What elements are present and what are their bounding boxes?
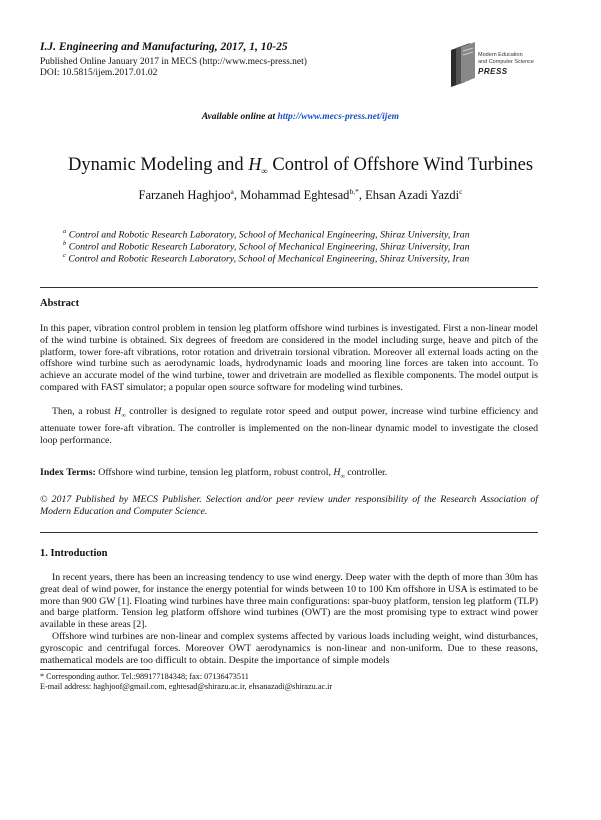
footnote-corresponding: * Corresponding author. Tel.:989177184348; fax: 07136473511	[40, 672, 249, 681]
h-infinity-symbol	[248, 154, 267, 174]
divider	[40, 287, 538, 288]
h-symbol: H	[114, 406, 122, 417]
affiliation-text: Control and Robotic Research Laboratory, School of Mechanical Engineering, Shiraz University, Iran	[68, 241, 470, 253]
index-terms	[40, 467, 538, 484]
infinity-subscript: ∞	[261, 166, 268, 176]
available-prefix: Available online at	[201, 112, 278, 122]
h-symbol: H	[248, 154, 262, 174]
affiliation-sup: a	[63, 228, 67, 235]
author-sup: a	[230, 187, 234, 196]
author-list: Farzaneh Haghjoo$^a$, Mohammad Eghtesad$^{b,*}$, Ehsan Azadi Yazdi$^c$	[138, 187, 463, 203]
paper-title	[0, 154, 601, 176]
intro-paragraph-1: In recent years, there has been an increasing tendency to use wind energy. Deep water with the depth of more than 30m has great deal of wind power, for instance the energy potential for winds between 10 to 100 Km offshore in USA is estimated to be more than 900 GW [1]. Floating wind turbines have three main configurations: spar-buoy platform, tension leg platform (TLP) and barge platform. Tension leg platform offshore wind turbines (OWT) are the most promising type to extract wind power available in these areas [2].	[40, 572, 538, 631]
introduction-heading: 1. Introduction	[40, 548, 108, 559]
intro-paragraph-2: Offshore wind turbines are non-linear and complex systems affected by various loads including weight, wind disturbances, gyroscopic and centrifugal forces. Moreover OWT aerodynamics is non-linear and non-uniform. Due to these reasons, mathematical models are too difficult to obtain. Despite the importance of simple models	[40, 631, 538, 666]
book-stack-icon	[448, 42, 478, 88]
abstract-heading: Abstract	[40, 298, 80, 309]
logo-press: PRESS	[478, 67, 508, 76]
available-online	[0, 112, 601, 122]
affiliation-sup: b	[63, 240, 67, 247]
author-name: Ehsan Azadi Yazdi	[365, 188, 460, 203]
infinity-subscript: ∞	[340, 473, 345, 480]
title-before: Dynamic Modeling and	[67, 155, 249, 175]
affiliation	[63, 240, 470, 252]
affiliation-sup: c	[63, 252, 66, 259]
copyright-notice: © 2017 Published by MECS Publisher. Selection and/or peer review under responsibility of the Research Association of Modern Education and Computer Science.	[40, 494, 538, 517]
logo-line-1: Modern Education	[478, 52, 523, 58]
author-name: Mohammad Eghtesad	[240, 188, 350, 203]
doi: DOI: 10.5815/ijem.2017.01.02	[40, 68, 158, 78]
author-sup: c	[459, 187, 463, 196]
publisher-logo	[448, 42, 558, 90]
journal-url-link[interactable]: http://www.mecs-press.net/ijem	[277, 112, 400, 122]
affiliation-text: Control and Robotic Research Laboratory, School of Mechanical Engineering, Shiraz University, Iran	[68, 253, 470, 265]
divider	[40, 532, 538, 533]
affiliation	[63, 228, 470, 240]
footnote-email: E-mail address: haghjoof@gmail.com, eghtesad@shirazu.ac.ir, ehsanazadi@shirazu.ac.ir	[40, 682, 333, 691]
journal-citation: I.J. Engineering and Manufacturing, 2017, 1, 10-25	[40, 41, 288, 53]
infinity-subscript: ∞	[121, 412, 126, 419]
logo-line-2: and Computer Science	[478, 58, 534, 65]
index-terms-after: controller.	[344, 467, 388, 478]
affiliation-text: Control and Robotic Research Laboratory, School of Mechanical Engineering, Shiraz University, Iran	[68, 229, 470, 241]
abstract-p2-before: Then, a robust	[52, 406, 115, 417]
footnote-rule	[40, 669, 150, 670]
abstract-paragraph-2	[40, 406, 538, 446]
abstract-p2-after: controller is designed to regulate rotor speed and output power, increase wind turbine efficiency and attenuate tower fore-aft vibration. The controller is implemented on the non-linear dynamic model to investigate the closed loop performance.	[40, 406, 538, 446]
h-infinity-symbol	[333, 467, 344, 478]
title-after: Control of Offshore Wind Turbines	[267, 155, 534, 175]
abstract-paragraph-1: In this paper, vibration control problem in tension leg platform offshore wind turbines is investigated. First a non-linear model of the wind turbine is obtained. Six degrees of freedom are considered in the model including surge, heave and pitch of the platform, tower fore-aft vibrations, rotor rotation and drivetrain torsional vibration. Moreover all external loads acting on the offshore wind turbine such as aerodynamic loads, hydrodynamic loads and mooring line forces are taken into account. To achieve an accurate model of the wind turbine, tower and drivetrain are modelled as flexible components. The model output is compared with FAST simulator; a popular open source software for modeling wind turbines.	[40, 323, 538, 393]
h-infinity-symbol	[114, 406, 125, 417]
affiliation	[63, 252, 469, 264]
logo-text	[478, 52, 534, 65]
index-terms-text: Offshore wind turbine, tension leg platform, robust control,	[95, 467, 334, 478]
h-symbol: H	[333, 467, 341, 478]
author-name: Farzaneh Haghjoo	[138, 188, 231, 203]
author-sup: b,*	[349, 187, 359, 196]
index-terms-label: Index Terms:	[40, 467, 96, 478]
publication-info: Published Online January 2017 in MECS (http://www.mecs-press.net)	[40, 57, 307, 67]
